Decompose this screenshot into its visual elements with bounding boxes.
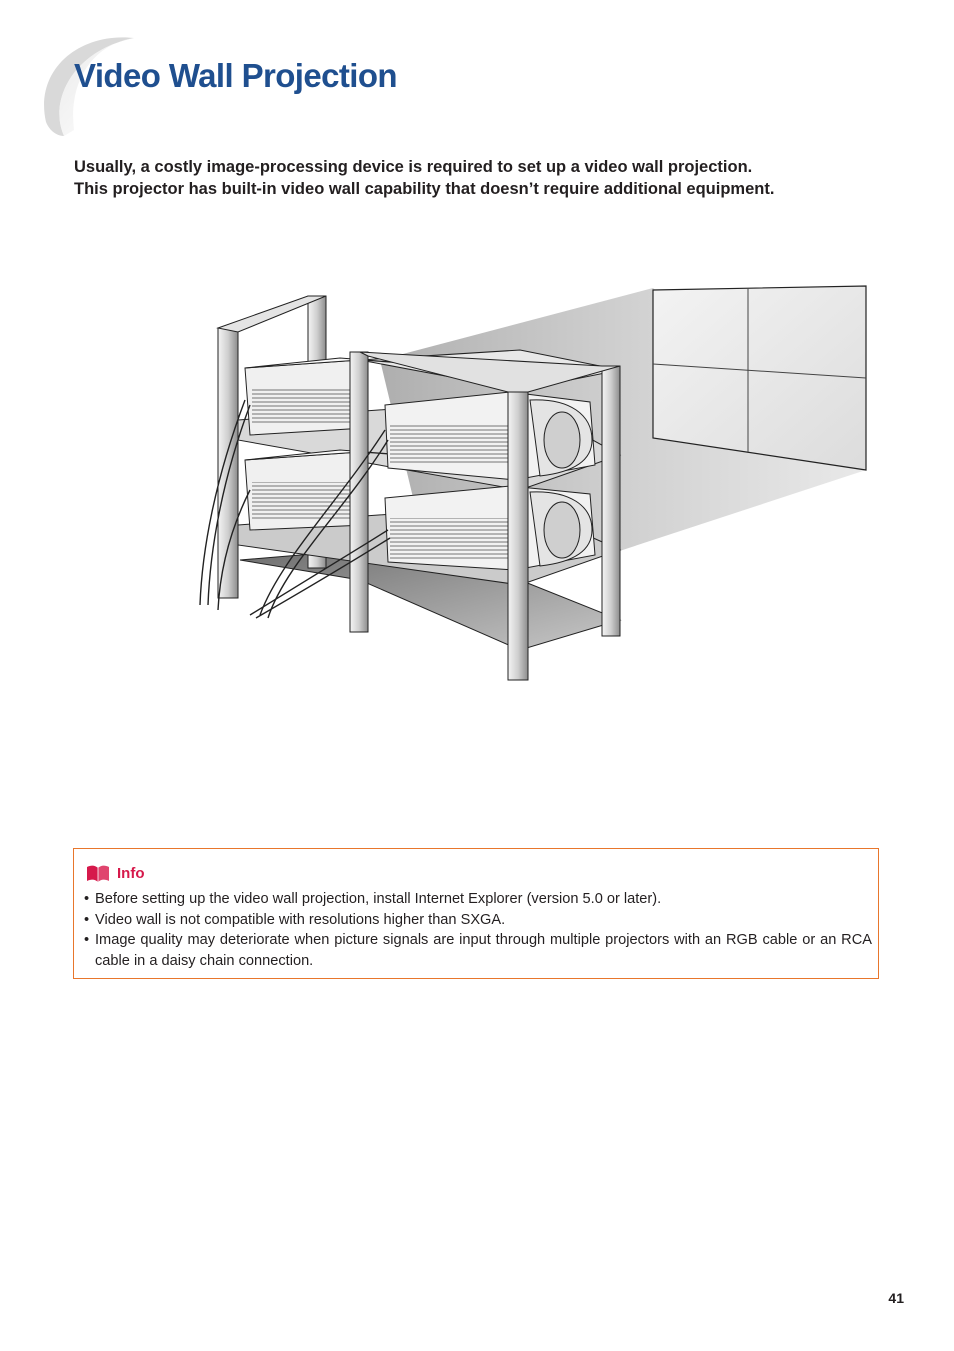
projector-bottom-right bbox=[385, 486, 595, 570]
info-item: • Before setting up the video wall projection, install Internet Explorer (version 5.0 or later). bbox=[84, 889, 872, 910]
info-box bbox=[73, 848, 879, 979]
book-icon bbox=[86, 865, 110, 883]
page-number: 41 bbox=[888, 1290, 904, 1306]
info-item: • Video wall is not compatible with resolutions higher than SXGA. bbox=[84, 910, 872, 931]
info-list bbox=[84, 889, 872, 971]
video-wall-screen bbox=[653, 286, 866, 470]
info-item: • Image quality may deteriorate when picture signals are input through multiple projectors with an RGB cable or an RCA cable in a daisy chain connection. bbox=[84, 930, 872, 971]
intro-line-2: This projector has built-in video wall capability that doesn’t require additional equipment. bbox=[74, 180, 775, 198]
projector-top-right bbox=[385, 392, 595, 480]
info-label: Info bbox=[117, 865, 145, 882]
intro-line-1: Usually, a costly image-processing device is required to set up a video wall projection. bbox=[74, 158, 753, 176]
video-wall-illustration bbox=[190, 280, 880, 690]
intro-text bbox=[74, 156, 894, 200]
page-title: Video Wall Projection bbox=[74, 57, 397, 94]
